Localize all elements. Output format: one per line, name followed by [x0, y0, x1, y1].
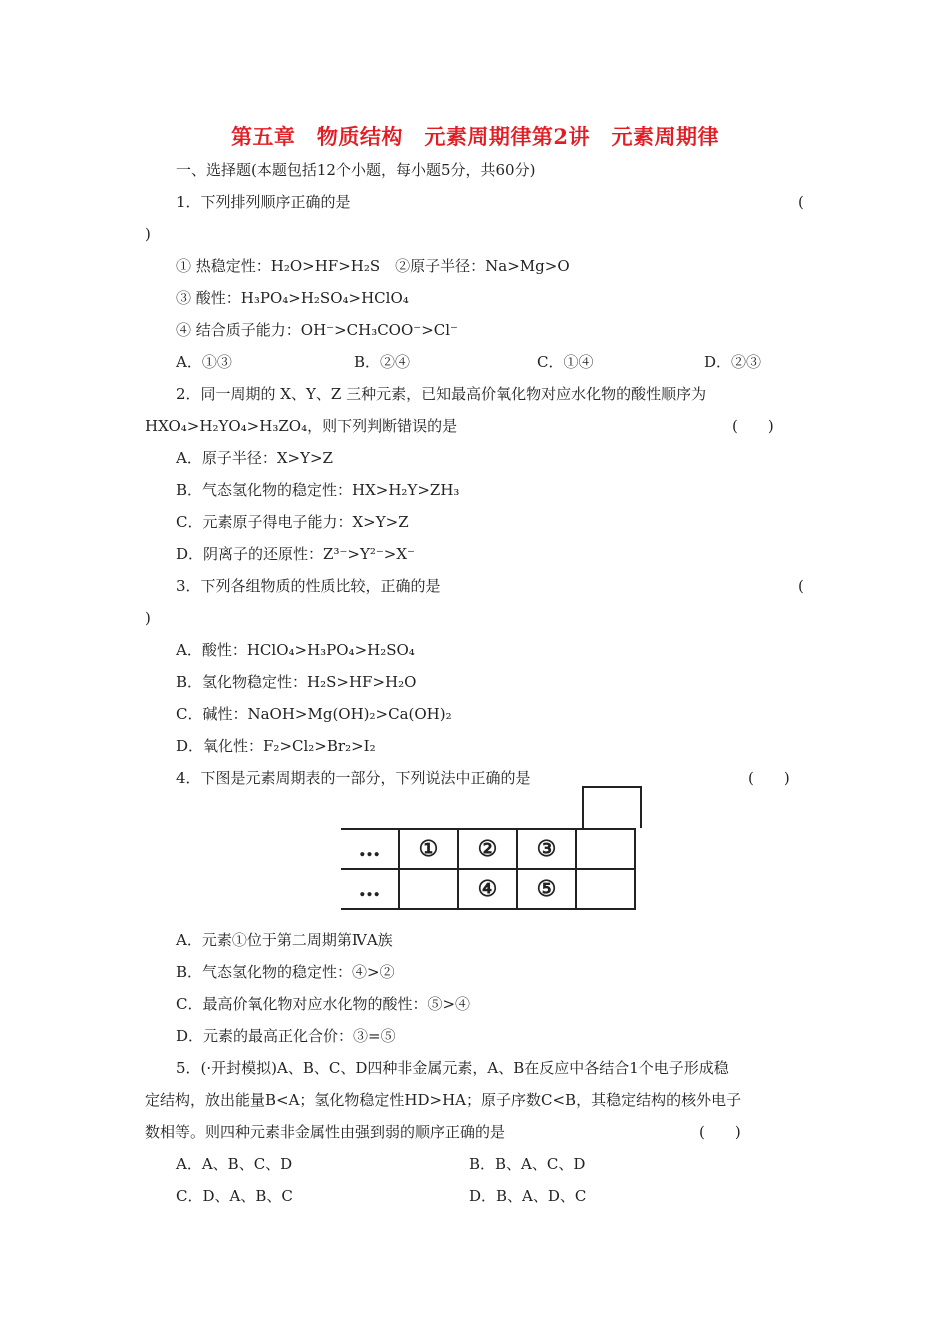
q3-option-b[interactable]: B．氢化物稳定性：H₂S>HF>H₂O	[176, 673, 417, 691]
periodic-table-top-cell	[582, 786, 642, 828]
q2-option-d[interactable]: D．阴离子的还原性：Z³⁻>Y²⁻>X⁻	[176, 545, 415, 563]
q1-paren-close: )	[145, 225, 151, 243]
q4-answer-paren: ( )	[748, 769, 790, 787]
q1-option-d[interactable]: D．②③	[704, 353, 762, 371]
table-cell	[399, 869, 458, 909]
q3-paren-close: )	[145, 609, 151, 627]
q1-statement-3: ④ 结合质子能力：OH⁻>CH₃COO⁻>Cl⁻	[176, 321, 458, 339]
table-cell: ②	[458, 829, 517, 869]
q1-option-c[interactable]: C．①④	[537, 353, 594, 371]
periodic-table-row	[341, 869, 635, 909]
q5-answer-paren: ( )	[699, 1123, 741, 1141]
q5-option-b[interactable]: B．B、A、C、D	[469, 1155, 586, 1173]
q4-option-d[interactable]: D．元素的最高正化合价：③=⑤	[176, 1027, 396, 1045]
table-cell: …	[341, 829, 399, 869]
q1-statement-2: ③ 酸性：H₃PO₄>H₂SO₄>HClO₄	[176, 289, 409, 307]
q2-answer-paren: ( )	[732, 417, 774, 435]
q2-option-a[interactable]: A．原子半径：X>Y>Z	[176, 449, 333, 467]
periodic-table-row	[341, 829, 635, 869]
q5-stem-line3: 数相等。则四种元素非金属性由强到弱的顺序正确的是	[145, 1123, 506, 1141]
q4-option-b[interactable]: B．气态氢化物的稳定性：④>②	[176, 963, 395, 981]
table-cell	[576, 869, 635, 909]
table-cell: ①	[399, 829, 458, 869]
q3-option-a[interactable]: A．酸性：HClO₄>H₃PO₄>H₂SO₄	[176, 641, 415, 659]
q4-stem: 4．下图是元素周期表的一部分，下列说法中正确的是	[176, 769, 531, 787]
q1-statement-1: ① 热稳定性：H₂O>HF>H₂S ②原子半径：Na>Mg>O	[176, 257, 570, 275]
periodic-table-fragment	[341, 828, 636, 910]
q3-stem: 3．下列各组物质的性质比较，正确的是	[176, 577, 441, 595]
q3-option-d[interactable]: D．氧化性：F₂>Cl₂>Br₂>I₂	[176, 737, 376, 755]
q5-stem-line2: 定结构，放出能量B<A；氢化物稳定性HD>HA；原子序数C<B，其稳定结构的核外电子	[145, 1091, 742, 1109]
page-title: 第五章 物质结构 元素周期律第2讲 元素周期律	[230, 124, 720, 149]
q1-option-a[interactable]: A．①③	[176, 353, 232, 371]
q1-option-b[interactable]: B．②④	[354, 353, 411, 371]
table-cell: ⑤	[517, 869, 576, 909]
section-heading: 一、选择题(本题包括12个小题，每小题5分，共60分)	[176, 161, 536, 179]
q5-option-c[interactable]: C．D、A、B、C	[176, 1187, 293, 1205]
q3-paren-open: (	[798, 577, 804, 595]
table-cell: ④	[458, 869, 517, 909]
q4-option-c[interactable]: C．最高价氧化物对应水化物的酸性：⑤>④	[176, 995, 471, 1013]
q1-paren-open: (	[798, 193, 804, 211]
q5-option-d[interactable]: D．B、A、D、C	[469, 1187, 587, 1205]
q4-option-a[interactable]: A．元素①位于第二周期第ⅣA族	[176, 931, 393, 949]
q2-stem-line1: 2．同一周期的 X、Y、Z 三种元素，已知最高价氧化物对应水化物的酸性顺序为	[176, 385, 707, 403]
q2-option-b[interactable]: B．气态氢化物的稳定性：HX>H₂Y>ZH₃	[176, 481, 460, 499]
q5-stem-line1: 5．(·开封模拟)A、B、C、D四种非金属元素，A、B在反应中各结合1个电子形成稳	[176, 1059, 729, 1077]
q1-stem: 1．下列排列顺序正确的是	[176, 193, 351, 211]
table-cell: …	[341, 869, 399, 909]
q2-option-c[interactable]: C．元素原子得电子能力：X>Y>Z	[176, 513, 409, 531]
table-cell: ③	[517, 829, 576, 869]
table-cell	[576, 829, 635, 869]
q5-option-a[interactable]: A．A、B、C、D	[176, 1155, 293, 1173]
q3-option-c[interactable]: C．碱性：NaOH>Mg(OH)₂>Ca(OH)₂	[176, 705, 452, 723]
q2-stem-line2: HXO₄>H₂YO₄>H₃ZO₄，则下列判断错误的是	[145, 417, 458, 435]
